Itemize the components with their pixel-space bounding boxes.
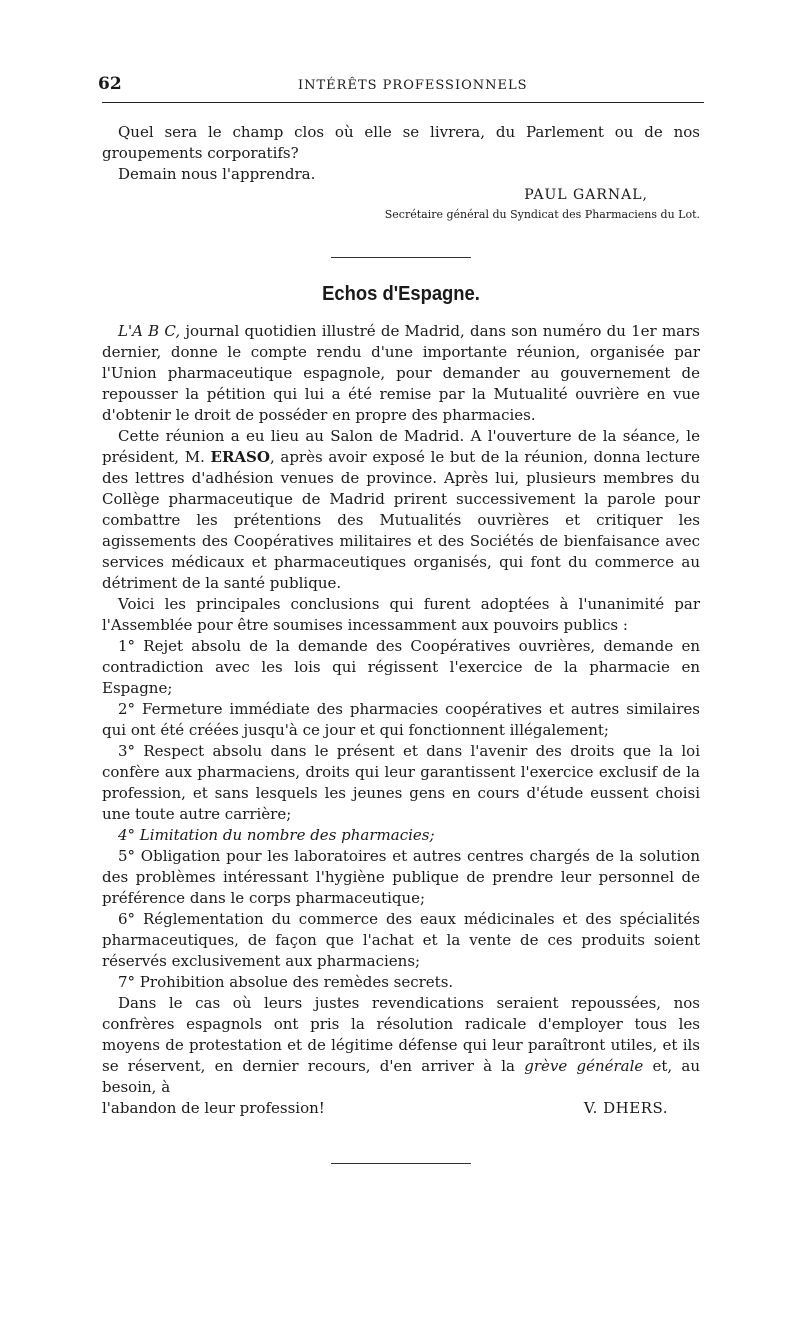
- page-number: 62: [98, 74, 122, 94]
- conclusion-item-7: 7° Prohibition absolue des remèdes secrets.: [118, 973, 454, 991]
- article-paragraph-3: Voici les principales conclusions qui furent adoptées à l'unanimité par l'Assemblée pour être soumises incessamment aux pouvoirs publics :: [102, 595, 700, 634]
- conclusion-item-4: 4° Limitation du nombre des pharmacies;: [118, 826, 435, 844]
- closing-line: [102, 1098, 700, 1119]
- page-body: [102, 122, 700, 1164]
- article-paragraph-2: [102, 426, 700, 594]
- article-paragraph-1: [102, 321, 700, 426]
- article-paragraph-4: [102, 993, 700, 1098]
- closing-text: l'abandon de leur profession!: [102, 1099, 325, 1117]
- president-name: ERASO: [210, 448, 270, 466]
- article-paragraph-2-before: Cette réunion a eu lieu au Salon de Madrid. A l'ouverture de la séance, le président, M.: [102, 427, 700, 466]
- header-rule: [102, 102, 704, 103]
- greve-generale: grève générale: [524, 1057, 644, 1075]
- article-paragraph-4-before: Dans le cas où leurs justes revendications seraient repoussées, nos confrères espagnols ont pris la résolution radicale d'employer tous les moyens de protestation et de légitime défense qui leur paraîtront utiles, et ils se réservent, en dernier recours, d'en arriver à la: [102, 994, 700, 1075]
- conclusion-item-5: 5° Obligation pour les laboratoires et autres centres chargés de la solution des problèmes intéressant l'hygiène publique de prendre leur personnel de préférence dans le corps pharmaceutique;: [102, 847, 700, 907]
- end-divider: [331, 1163, 471, 1164]
- conclusion-item-3: 3° Respect absolu dans le présent et dans l'avenir des droits que la loi confère aux pharmaciens, droits qui leur garantissent l'exercice exclusif de la profession, et sans lesquels les jeunes gens en cours d'étude eussent choisi une toute autre carrière;: [102, 742, 700, 823]
- signature-name: PAUL GARNAL,: [524, 187, 648, 203]
- article-title: Echos d'Espagne.: [322, 283, 480, 305]
- conclusion-item-2: 2° Fermeture immédiate des pharmacies coopératives et autres similaires qui ont été créées jusqu'à ce jour et qui fonctionnent illégalement;: [102, 700, 700, 739]
- article-author: V. DHERS.: [583, 1099, 668, 1117]
- running-head: INTÉRÊTS PROFESSIONNELS: [298, 78, 528, 93]
- document-page: [98, 70, 700, 1117]
- article-paragraph-2-after: , après avoir exposé le but de la réunion, donna lecture des lettres d'adhésion venues de province. Après lui, plusieurs membres du Collège pharmaceutique de Madrid prirent successivement la parole pour combattre les prétentions des Mutualités ouvrières et critiquer les agissements des Coopératives militaires et des Sociétés de bienfaisance avec services médicaux et pharmaceutiques organisés, qui font du commerce au détriment de la santé publique.: [102, 448, 700, 592]
- article-paragraph-4-after: et, au besoin, à: [102, 1057, 700, 1096]
- newspaper-name: L'A B C,: [118, 322, 181, 340]
- page-header: [98, 70, 700, 96]
- section-divider: [331, 257, 471, 258]
- conclusion-item-6: 6° Réglementation du commerce des eaux médicinales et des spécialités pharmaceutiques, de façon que l'achat et la vente de ces produits soient réservés exclusivement aux pharmaciens;: [102, 910, 700, 970]
- intro-paragraph-2: Demain nous l'apprendra.: [118, 165, 316, 183]
- article-paragraph-1-text: journal quotidien illustré de Madrid, dans son numéro du 1er mars dernier, donne le compte rendu d'une importante réunion, organisée par l'Union pharmaceutique espagnole, pour demander au gouvernement de repousser la pétition qui lui a été remise par la Mutualité ouvrière en vue d'obtenir le droit de posséder en propre des pharmacies.: [102, 322, 700, 424]
- intro-paragraph-1: Quel sera le champ clos où elle se livrera, du Parlement ou de nos groupements corporatifs?: [102, 123, 700, 162]
- signature-role: Secrétaire général du Syndicat des Pharmaciens du Lot.: [384, 208, 700, 221]
- conclusion-item-1: 1° Rejet absolu de la demande des Coopératives ouvrières, demande en contradiction avec les lois qui régissent l'exercice de la pharmacie en Espagne;: [102, 637, 700, 697]
